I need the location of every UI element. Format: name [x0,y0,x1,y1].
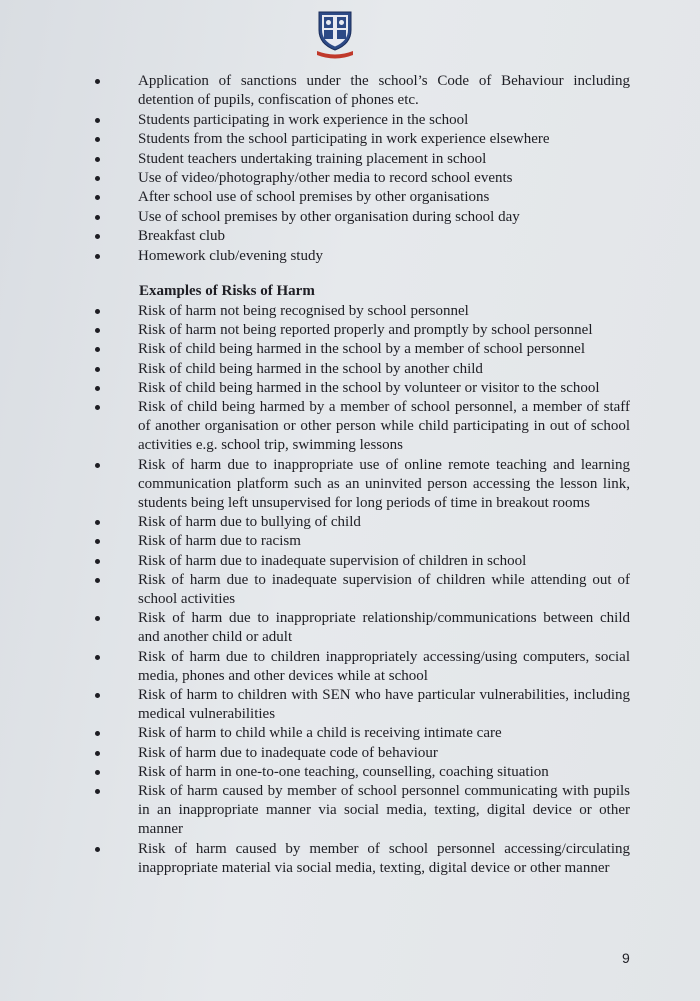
list-item: Risk of child being harmed in the school by another child [0,360,700,379]
bullet-icon [95,559,100,564]
list-item: Risk of child being harmed in the school by a member of school personnel [0,340,700,359]
list-item: Risk of harm due to racism [0,532,700,551]
list-item: Risk of harm due to children inappropriately accessing/using computers, social media, phones and other devices while at school [0,648,700,686]
list-item: Risk of harm due to inadequate supervision of children while attending out of school activities [0,571,700,609]
list-item: Homework club/evening study [0,247,700,266]
list-item: Risk of child being harmed in the school by volunteer or visitor to the school [0,379,700,398]
bullet-icon [95,367,100,372]
list-item: Risk of harm not being recognised by school personnel [0,302,700,321]
list-item: After school use of school premises by other organisations [0,188,700,207]
list-item: Risk of harm to child while a child is receiving intimate care [0,724,700,743]
list-item: Student teachers undertaking training placement in school [0,150,700,169]
bullet-icon [95,118,100,123]
list-item: Risk of harm due to bullying of child [0,513,700,532]
bullet-icon [95,655,100,660]
list-item: Use of video/photography/other media to record school events [0,169,700,188]
list-item: Risk of harm due to inadequate code of behaviour [0,744,700,763]
activities-list [0,72,700,266]
list-item: Risk of harm due to inadequate supervision of children in school [0,552,700,571]
bullet-icon [95,328,100,333]
bullet-icon [95,176,100,181]
bullet-icon [95,234,100,239]
bullet-icon [95,386,100,391]
bullet-icon [95,347,100,352]
list-item: Risk of child being harmed by a member of school personnel, a member of staff of another organisation or other person while child participating in out of school activities e.g. school trip, swimming lessons [0,398,700,456]
list-item: Risk of harm caused by member of school personnel accessing/circulating inappropriate material via social media, texting, digital device or other manner [0,840,700,878]
list-item: Risk of harm due to inappropriate use of online remote teaching and learning communication platform such as an uninvited person accessing the lesson link, students being left unsupervised for long periods of time in breakout rooms [0,456,700,514]
list-item: Risk of harm in one-to-one teaching, counselling, coaching situation [0,763,700,782]
bullet-icon [95,463,100,468]
bullet-icon [95,157,100,162]
bullet-icon [95,751,100,756]
bullet-icon [95,254,100,259]
bullet-icon [95,215,100,220]
risks-list [0,302,700,878]
bullet-icon [95,195,100,200]
page-number: 9 [622,950,630,966]
bullet-icon [95,309,100,314]
bullet-icon [95,789,100,794]
list-item: Application of sanctions under the school’s Code of Behaviour including detention of pupils, confiscation of phones etc. [0,72,700,111]
list-item: Breakfast club [0,227,700,246]
bullet-icon [95,578,100,583]
list-item: Risk of harm due to inappropriate relationship/communications between child and another child or adult [0,609,700,647]
bullet-icon [95,137,100,142]
bullet-icon [95,79,100,84]
list-item: Risk of harm caused by member of school personnel communicating with pupils in an inappropriate manner via social media, texting, digital device or other manner [0,782,700,840]
school-crest-logo [311,8,359,64]
bullet-icon [95,616,100,621]
bullet-icon [95,693,100,698]
list-item: Use of school premises by other organisation during school day [0,208,700,227]
bullet-icon [95,539,100,544]
risks-heading: Examples of Risks of Harm [139,283,315,299]
bullet-icon [95,731,100,736]
list-item: Risk of harm not being reported properly and promptly by school personnel [0,321,700,340]
bullet-icon [95,770,100,775]
list-item: Risk of harm to children with SEN who have particular vulnerabilities, including medical vulnerabilities [0,686,700,724]
bullet-icon [95,405,100,410]
bullet-icon [95,520,100,525]
bullet-icon [95,847,100,852]
list-item: Students from the school participating in work experience elsewhere [0,130,700,149]
list-item: Students participating in work experience in the school [0,111,700,130]
